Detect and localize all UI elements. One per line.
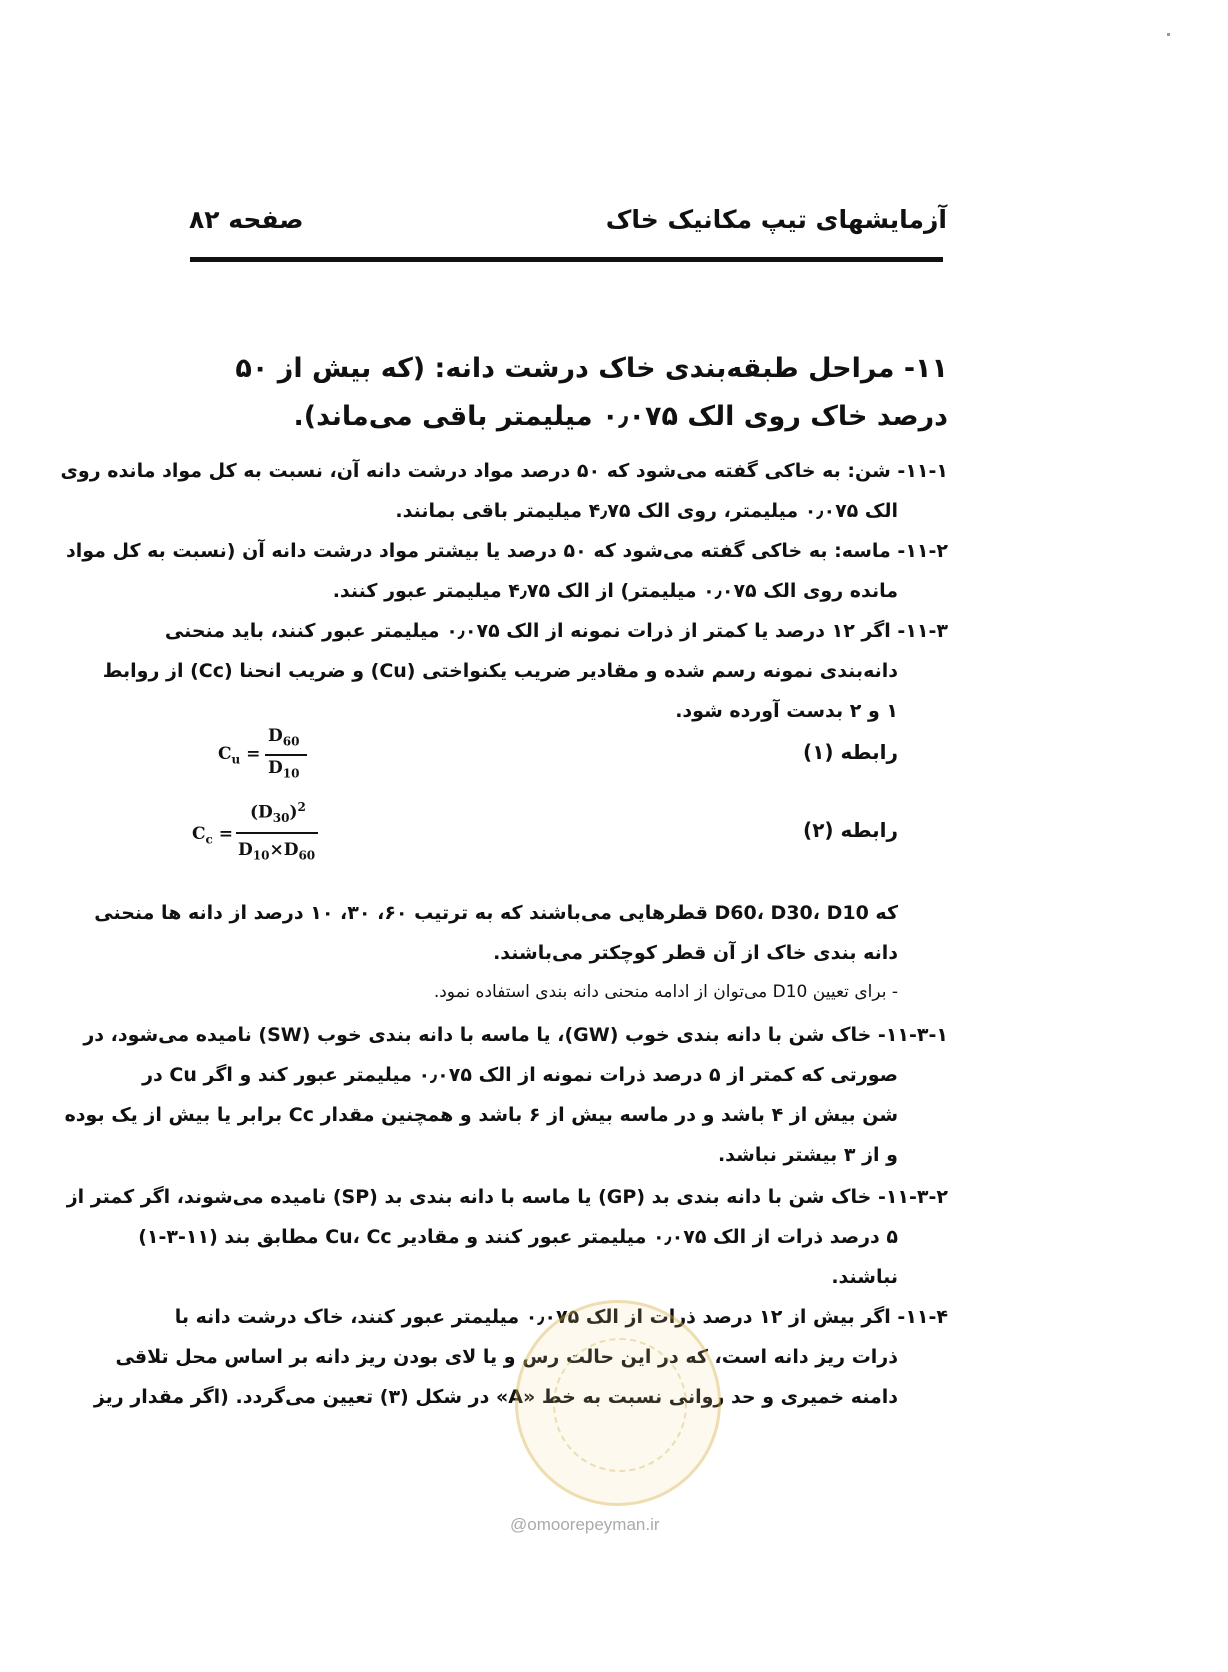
paragraph-line: نباشند. — [831, 1266, 898, 1288]
paragraph-line: - برای تعیین D10 می‌توان از ادامه منحنی دانه بندی استفاده نمود. — [433, 982, 898, 1002]
formula-2-fraction-bar — [236, 832, 318, 834]
paragraph-line: ۱۱-۴- اگر بیش از ۱۲ درصد ذرات از الک ۰٫۰۷۵ میلیمتر عبور کنند، خاک درشت دانه با — [174, 1306, 948, 1328]
paragraph-line: ۱۱-۲- ماسه: به خاکی گفته می‌شود که ۵۰ درصد یا بیشتر مواد درشت دانه آن (نسبت به کل مواد — [65, 540, 948, 562]
paragraph-line: ۱ و ۲ بدست آورده شود. — [675, 700, 898, 722]
formula-2-denominator: $D_{10}\times D_{60}$ — [238, 840, 316, 863]
paragraph-line: و از ۳ بیشتر نباشد. — [717, 1144, 898, 1166]
corner-speck — [1167, 33, 1170, 36]
paragraph-line: الک ۰٫۰۷۵ میلیمتر، روی الک ۴٫۷۵ میلیمتر باقی بمانند. — [395, 500, 898, 522]
book-title: آزمایشهای تیپ مکانیک خاک — [605, 205, 947, 234]
formula-1-denominator: $D_{10}$ — [268, 758, 300, 781]
paragraph-line: صورتی که کمتر از ۵ درصد ذرات نمونه از الک ۰٫۰۷۵ میلیمتر عبور کند و اگر Cu در — [142, 1064, 898, 1086]
paragraph-line: ۱۱-۳-۲- خاک شن با دانه بندی بد (GP) یا ماسه با دانه بندی بد (SP) نامیده می‌شوند، اگر کمتر از — [66, 1186, 948, 1208]
paragraph-line: شن بیش از ۴ باشد و در ماسه بیش از ۶ باشد و همچنین مقدار Cc برابر یا بیش از یک بوده — [64, 1104, 898, 1126]
section-heading: ۱۱- مراحل طبقه‌بندی خاک درشت دانه: (که بیش از ۵۰ درصد خاک روی الک ۰٫۰۷۵ میلیمتر باقی می‌ماند). — [235, 353, 948, 432]
formula-1-label: رابطه (۱) — [803, 740, 898, 764]
formula-2-label: رابطه (۲) — [803, 818, 898, 842]
formula-1-lhs: $C_u$ = — [218, 744, 261, 767]
formula-2-numerator: $(D_{30})^2$ — [250, 800, 306, 826]
watermark-seal-icon — [515, 1300, 721, 1506]
header-rule — [190, 257, 943, 262]
paragraph-line: دامنه خمیری و حد روانی نسبت به خط «A» در شکل (۳) تعیین می‌گردد. (اگر مقدار ریز — [93, 1386, 898, 1408]
paragraph-line: ۱۱-۱- شن: به خاکی گفته می‌شود که ۵۰ درصد مواد درشت دانه آن، نسبت به کل مواد مانده روی — [60, 460, 948, 482]
paragraph-line: دانه بندی خاک از آن قطر کوچکتر می‌باشند. — [493, 942, 898, 964]
paragraph-line: ذرات ریز دانه است، که در این حالت رس و یا لای بودن ریز دانه بر اساس محل تلاقی — [115, 1346, 898, 1368]
formula-2-lhs: $C_c$ = — [192, 824, 234, 847]
paragraph-line: ۱۱-۳-۱- خاک شن با دانه بندی خوب (GW)، یا ماسه با دانه بندی خوب (SW) نامیده می‌شود، در — [83, 1024, 948, 1046]
paragraph-line: مانده روی الک ۰٫۰۷۵ میلیمتر) از الک ۴٫۷۵ میلیمتر عبور کنند. — [332, 580, 898, 602]
paragraph-line: ۱۱-۳- اگر ۱۲ درصد یا کمتر از ذرات نمونه از الک ۰٫۰۷۵ میلیمتر عبور کنند، باید منحنی — [164, 620, 948, 642]
watermark-text: @omoorepeyman.ir — [510, 1515, 660, 1534]
formula-1-fraction-bar — [265, 754, 307, 756]
paragraph-line: که D60، D30، D10 قطرهایی می‌باشند که به ترتیب ۶۰، ۳۰، ۱۰ درصد از دانه ها منحنی — [94, 902, 898, 924]
page-number: صفحه ۸۲ — [189, 205, 304, 234]
paragraph-line: دانه‌بندی نمونه رسم شده و مقادیر ضریب یکنواختی (Cu) و ضریب انحنا (Cc) از روابط — [102, 660, 898, 682]
formula-1-numerator: $D_{60}$ — [268, 726, 300, 749]
paragraph-line: ۵ درصد ذرات از الک ۰٫۰۷۵ میلیمتر عبور کنند و مقادیر Cu، Cc مطابق بند (۱۱-۳-۱) — [138, 1226, 898, 1248]
